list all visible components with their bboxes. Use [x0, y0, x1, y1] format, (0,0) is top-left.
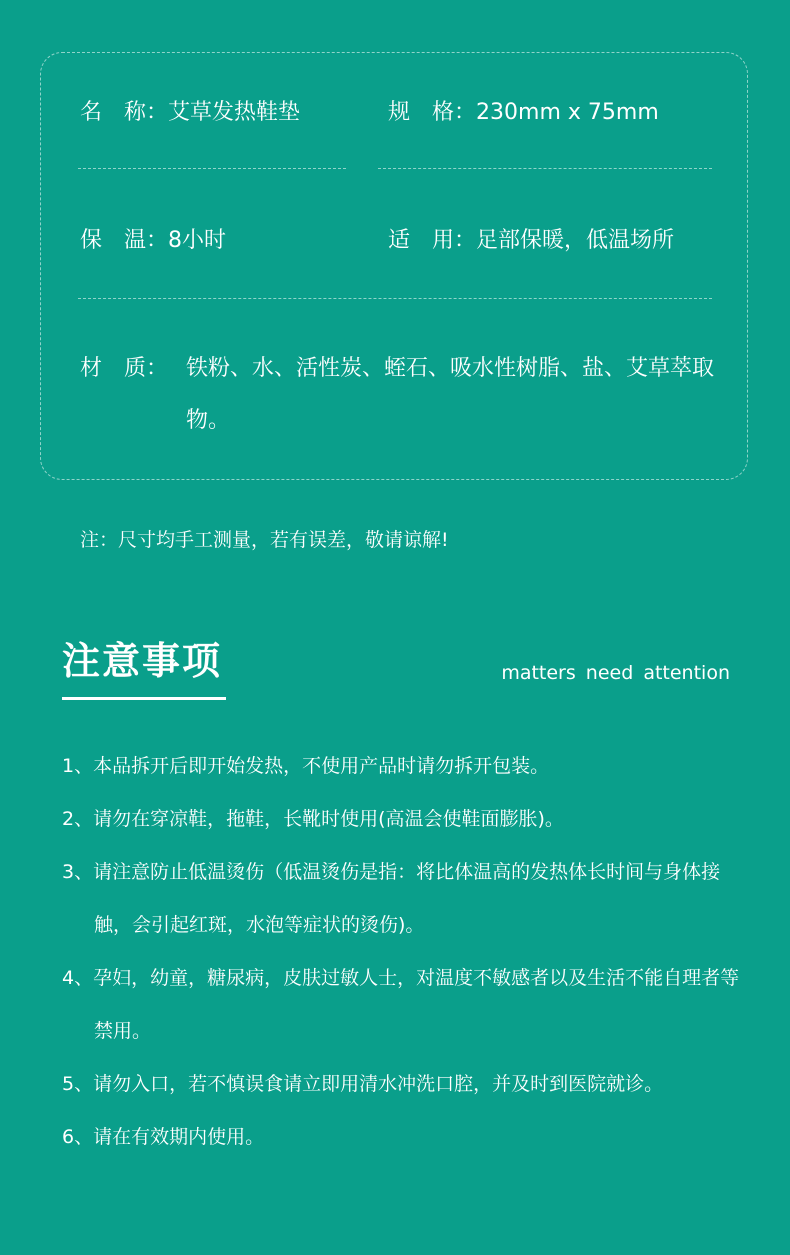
spec-name	[80, 98, 300, 128]
title-underline	[62, 697, 226, 700]
spec-material-label: 材 质	[80, 356, 147, 381]
divider-row1-right	[378, 168, 712, 169]
spec-size-colon: ：	[454, 100, 477, 125]
list-item: 6、请在有效期内使用。	[62, 1126, 265, 1148]
divider-row2	[78, 298, 712, 299]
spec-warmth-label: 保 温	[80, 228, 147, 253]
measurement-note: 注：尺寸均手工测量，若有误差，敬请谅解!	[80, 529, 449, 551]
spec-material	[80, 354, 168, 384]
list-item: 2、请勿在穿凉鞋，拖鞋，长靴时使用(高温会使鞋面膨胀)。	[62, 808, 564, 830]
list-item: 3、请注意防止低温烫伤（低温烫伤是指：将比体温高的发热体长时间与身体接触，会引起红斑，水泡等症状的烫伤)。	[62, 861, 721, 936]
spec-warmth-colon: ：	[146, 228, 169, 253]
spec-warmth-value: 8小时	[168, 228, 227, 253]
divider-row1-left	[78, 168, 346, 169]
list-item: 1、本品拆开后即开始发热，不使用产品时请勿拆开包装。	[62, 755, 550, 777]
spec-name-label: 名 称	[80, 100, 147, 125]
spec-usage-value: 足部保暖，低温场所	[476, 228, 675, 253]
spec-name-colon: ：	[146, 100, 169, 125]
spec-size	[388, 98, 659, 128]
spec-size-label: 规 格	[388, 100, 455, 125]
notice-list	[62, 740, 742, 1164]
spec-usage-label: 适 用	[388, 228, 455, 253]
list-item: 4、孕妇，幼童，糖尿病，皮肤过敏人士，对温度不敏感者以及生活不能自理者等禁用。	[62, 967, 740, 1042]
spec-usage-colon: ：	[454, 228, 477, 253]
spec-size-value: 230mm x 75mm	[476, 100, 659, 125]
section-subtitle: matters need attention	[501, 662, 730, 684]
spec-usage	[388, 226, 674, 256]
spec-material-colon: ：	[146, 356, 169, 381]
spec-name-value: 艾草发热鞋垫	[168, 100, 301, 125]
list-item: 5、请勿入口，若不慎误食请立即用清水冲洗口腔，并及时到医院就诊。	[62, 1073, 664, 1095]
spec-material-value: 铁粉、水、活性炭、蛭石、吸水性树脂、盐、艾草萃取物。	[186, 356, 715, 433]
spec-warmth	[80, 226, 226, 256]
section-title: 注意事项	[62, 639, 223, 683]
